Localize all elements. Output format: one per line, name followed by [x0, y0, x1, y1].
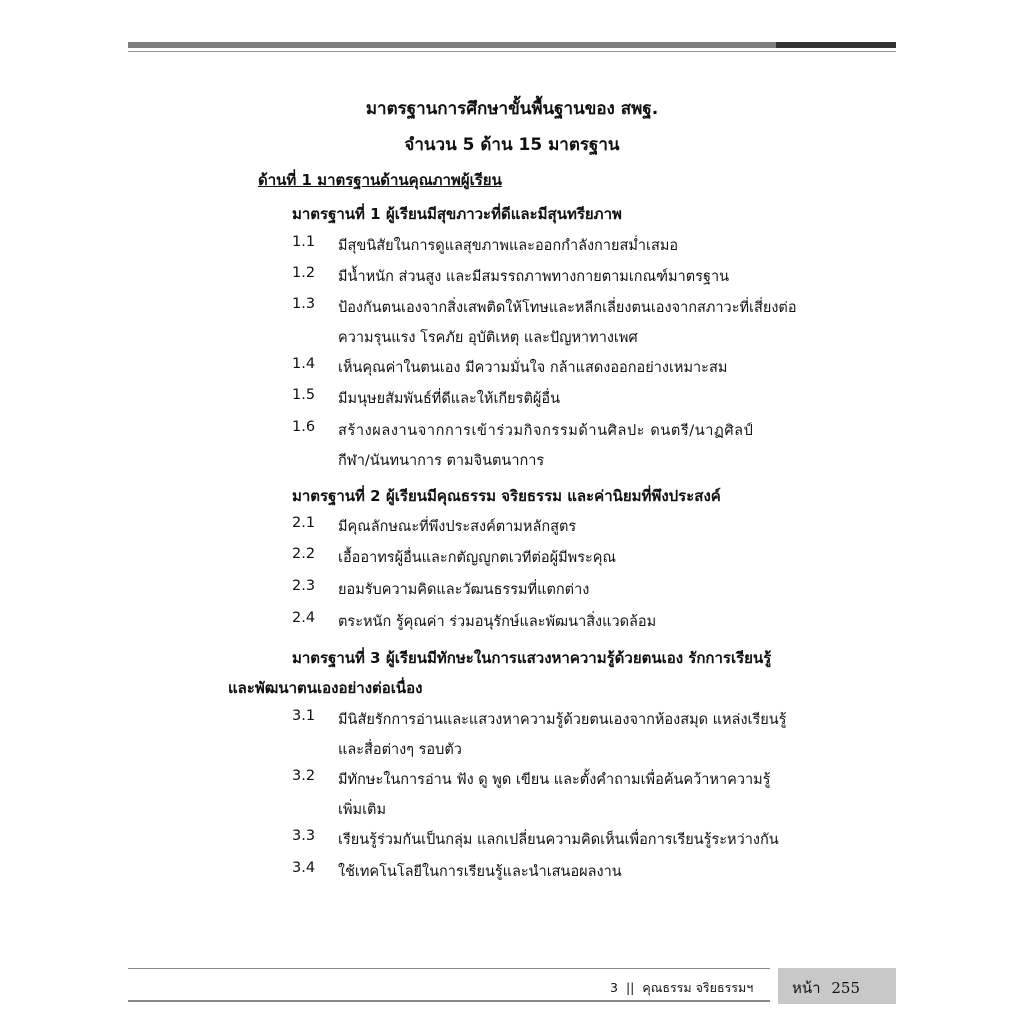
- item-text: ตระหนัก รู้คุณค่า ร่วมอนุรักษ์และพัฒนาสิ่งแวดล้อม: [338, 614, 657, 630]
- item-number: 3.3: [292, 828, 316, 844]
- page-label: หน้า: [792, 979, 821, 997]
- item-number: 1.2: [292, 265, 316, 281]
- item-text: เรียนรู้ร่วมกันเป็นกลุ่ม แลกเปลี่ยนความคิดเห็นเพื่อการเรียนรู้ระหว่างกัน: [338, 832, 779, 848]
- standard-number: มาตรฐานที่ 1: [292, 205, 381, 223]
- item-number: 2.3: [292, 578, 316, 594]
- item-text-cont: ความรุนแรง โรคภัย อุบัติเหตุ และปัญหาทางเพศ: [338, 330, 638, 346]
- footer-rule-bottom: [128, 1000, 770, 1002]
- footer-rule: [128, 968, 770, 969]
- item-number: 2.4: [292, 610, 316, 626]
- item-number: 1.4: [292, 356, 316, 372]
- page-value: 255: [831, 979, 860, 997]
- item-text: มีมนุษยสัมพันธ์ที่ดีและให้เกียรติผู้อื่น: [338, 391, 560, 407]
- footer-divider: ||: [625, 980, 635, 995]
- item-number: 2.2: [292, 546, 316, 562]
- item-text: เอื้ออาทรผู้อื่นและกตัญญูกตเวทีต่อผู้มีพระคุณ: [338, 550, 616, 566]
- item-number: 1.3: [292, 296, 316, 312]
- page-subtitle: จำนวน 5 ด้าน 15 มาตรฐาน: [404, 135, 620, 155]
- item-text: ยอมรับความคิดและวัฒนธรรมที่แตกต่าง: [338, 582, 590, 598]
- item-number: 3.4: [292, 860, 316, 876]
- item-text: มีนิสัยรักการอ่านและแสวงหาความรู้ด้วยตนเองจากห้องสมุด แหล่งเรียนรู้: [338, 712, 787, 728]
- item-number: 1.6: [292, 419, 316, 435]
- header-rule-thin: [128, 51, 896, 52]
- standard-text-cont: และพัฒนาตนเองอย่างต่อเนื่อง: [228, 679, 423, 697]
- item-number: 2.1: [292, 515, 316, 531]
- item-text: มีน้ำหนัก ส่วนสูง และมีสมรรถภาพทางกายตามเกณฑ์มาตรฐาน: [338, 269, 730, 285]
- item-text: ใช้เทคโนโลยีในการเรียนรู้และนำเสนอผลงาน: [338, 864, 622, 880]
- item-number: 3.1: [292, 708, 316, 724]
- page-title: มาตรฐานการศึกษาขั้นพื้นฐานของ สพฐ.: [365, 99, 659, 119]
- standard-heading: [292, 202, 622, 226]
- standard-heading: [292, 646, 771, 670]
- item-text-cont: เพิ่มเติม: [338, 802, 387, 818]
- item-text: มีคุณลักษณะที่พึงประสงค์ตามหลักสูตร: [338, 519, 577, 535]
- item-text: สร้างผลงานจากการเข้าร่วมกิจกรรมด้านศิลปะ ดนตรี/นาฏศิลป์: [338, 423, 754, 439]
- page-number: [792, 976, 860, 1000]
- item-number: 1.5: [292, 387, 316, 403]
- header-rule-accent: [776, 42, 896, 48]
- item-text: เห็นคุณค่าในตนเอง มีความมั่นใจ กล้าแสดงออกอย่างเหมาะสม: [338, 360, 728, 376]
- footer-running-title: [610, 978, 753, 998]
- item-number: 3.2: [292, 768, 316, 784]
- item-text-cont: และสื่อต่างๆ รอบตัว: [338, 742, 462, 758]
- standard-text: ผู้เรียนมีสุขภาวะที่ดีและมีสุนทรียภาพ: [386, 205, 622, 223]
- standard-text: ผู้เรียนมีคุณธรรม จริยธรรม และค่านิยมที่พึงประสงค์: [386, 487, 721, 505]
- item-text: มีสุขนิสัยในการดูแลสุขภาพและออกกำลังกายสม่ำเสมอ: [338, 238, 679, 254]
- item-text-cont: กีฬา/นันทนาการ ตามจินตนาการ: [338, 453, 545, 469]
- standard-heading: [292, 484, 721, 508]
- item-text: มีทักษะในการอ่าน ฟัง ดู พูด เขียน และตั้งคำถามเพื่อค้นคว้าหาความรู้: [338, 772, 771, 788]
- section-heading: ด้านที่ 1 มาตรฐานด้านคุณภาพผู้เรียน: [258, 171, 502, 189]
- standard-number: มาตรฐานที่ 3: [292, 649, 381, 667]
- standard-text: ผู้เรียนมีทักษะในการแสวงหาความรู้ด้วยตนเอง รักการเรียนรู้: [386, 649, 772, 667]
- chapter-number: 3: [610, 980, 618, 995]
- item-number: 1.1: [292, 234, 316, 250]
- standard-number: มาตรฐานที่ 2: [292, 487, 381, 505]
- item-text: ป้องกันตนเองจากสิ่งเสพติดให้โทษและหลีกเลี่ยงตนเองจากสภาวะที่เสี่ยงต่อ: [338, 300, 797, 316]
- book-title: คุณธรรม จริยธรรมฯ: [642, 980, 754, 995]
